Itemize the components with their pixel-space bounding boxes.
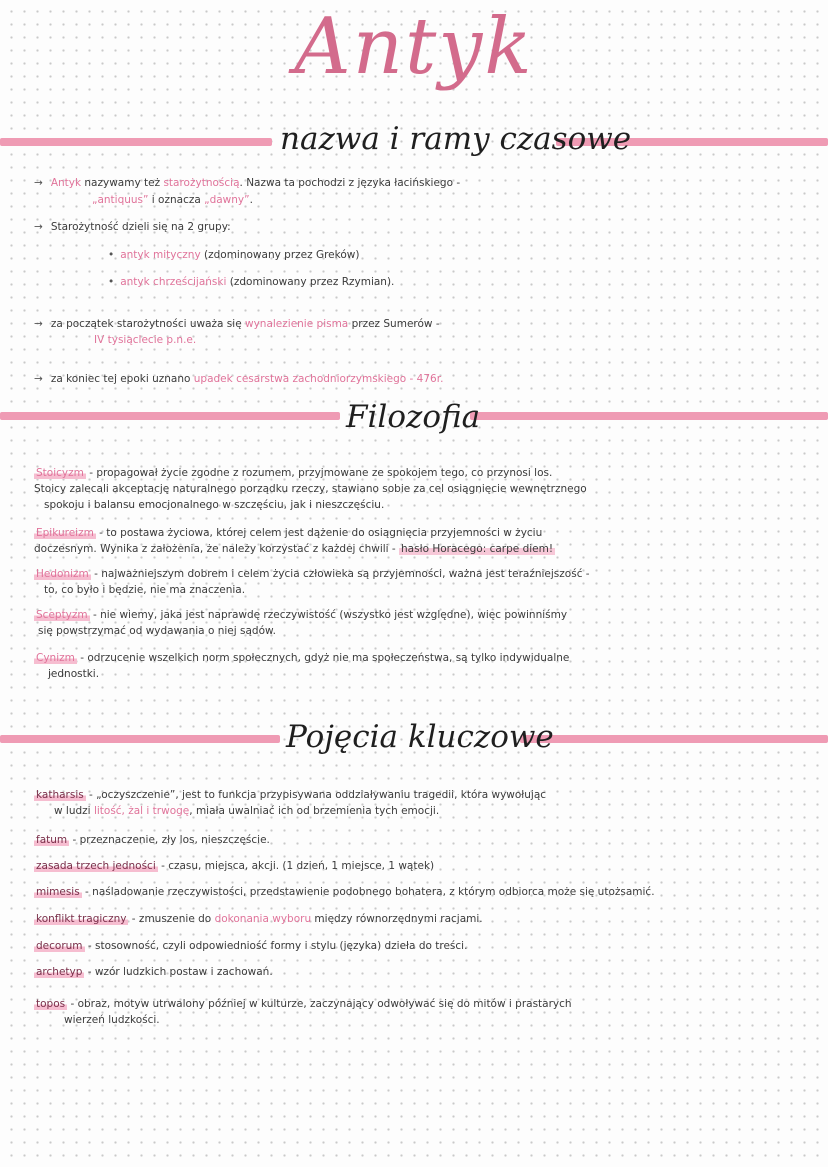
text: - naśladowanie rzeczywistości, przedstawienie podobnego bohatera, z którym odbiorca może się utożsamić. — [81, 886, 655, 898]
pojecia-decorum — [34, 940, 467, 953]
section-heading-pojecia: Pojęcia kluczowe — [286, 719, 554, 755]
term-litosc-zal-trwoga: litość, żal i trwogę — [93, 805, 190, 817]
section-heading-nazwa: nazwa i ramy czasowe — [280, 121, 632, 157]
highlight-carpe-diem: hasło Horacego: carpe diem! — [401, 543, 554, 555]
term-starozytnosc: starożytnością — [163, 177, 240, 189]
pojecia-katharsis-1 — [34, 789, 546, 802]
term-upadek-cesarstwa: upadek cesarstwa zachodniorzymskiego - 476r. — [193, 373, 444, 385]
term-wynalezienie-pisma: wynalezienie pisma — [245, 318, 349, 330]
term-katharsis: katharsis — [36, 789, 84, 801]
text: - nie wiemy, jaka jest naprawdę rzeczywistość (wszystko jest względne), więc powinniśmy — [89, 609, 568, 621]
section-band-right — [470, 412, 828, 420]
bullet-icon: • — [108, 276, 115, 288]
arrow-right-icon: → — [34, 221, 43, 233]
filozofia-sceptyzm-1 — [34, 609, 567, 622]
text: - czasu, miejsca, akcji. (1 dzień, 1 miejsce, 1 wątek) — [157, 860, 435, 872]
text: - zmuszenie do — [128, 913, 215, 925]
section-band-left — [0, 412, 340, 420]
term-decorum: decorum — [36, 940, 83, 952]
page-title: Antyk — [294, 2, 534, 92]
term-konflikt-tragiczny: konflikt tragiczny — [36, 913, 127, 925]
text: - „oczyszczenie”, jest to funkcja przypisywana oddziaływaniu tragedii, która wywołując — [85, 789, 547, 801]
text: doczesnym. Wynika z założenia, że należy korzystać z każdej chwili - — [34, 543, 400, 555]
arrow-right-icon: → — [34, 177, 43, 189]
filozofia-epikureizm-1 — [34, 527, 542, 540]
text: - obraz, motyw utrwalony później w kulturze, zaczynający odwoływać się do mitów i prastarych — [67, 998, 572, 1010]
text: . — [249, 194, 253, 206]
term-zasada-trzech-jednosci: zasada trzech jedności — [36, 860, 156, 872]
term-fatum: fatum — [36, 834, 68, 846]
pojecia-konflikt — [34, 913, 483, 926]
text: - odrzucenie wszelkich norm społecznych, gdyż nie ma społeczeństwa, są tylko indywidualne — [76, 652, 570, 664]
pojecia-topos-1 — [34, 998, 572, 1011]
term-antiquus: „antiquus” — [92, 194, 149, 206]
text: , miała uwalniać ich od brzemienia tych emocji. — [189, 805, 440, 817]
pojecia-topos-2: wierzeń ludzkości. — [64, 1014, 160, 1026]
text: - stosowność, czyli odpowiedniość formy i stylu (języka) dzieła do treści. — [84, 940, 468, 952]
term-epikureizm: Epikureizm — [36, 527, 94, 539]
term-hedonizm: Hedonizm — [36, 568, 89, 580]
filozofia-stoicyzm-1 — [34, 467, 552, 480]
filozofia-stoicyzm-2: Stoicy zalecali akceptację naturalnego porządku rzeczy, stawiano sobie za cel osiągnięcie wewnętrznego — [34, 483, 587, 495]
text: - wzór ludzkich postaw i zachowań. — [84, 966, 273, 978]
term-antyk-chrzescijanski: antyk chrześcijański — [120, 276, 227, 288]
nazwa-line-2 — [92, 194, 253, 207]
term-mimesis: mimesis — [36, 886, 80, 898]
arrow-right-icon: → — [34, 318, 43, 330]
filozofia-cynizm-2: jednostki. — [48, 668, 100, 680]
term-topos: topos — [36, 998, 66, 1010]
nazwa-bullet-1 — [108, 249, 359, 262]
nazwa-line-5: IV tysiąclecie p.n.e. — [94, 334, 197, 346]
section-band-left — [0, 138, 272, 146]
bullet-icon: • — [108, 249, 115, 261]
filozofia-epikureizm-2 — [34, 543, 555, 556]
term-sceptyzm: Sceptyzm — [36, 609, 88, 621]
section-band-right — [520, 735, 828, 743]
term-antyk-mityczny: antyk mityczny — [120, 249, 201, 261]
nazwa-line-1 — [34, 177, 460, 190]
text: nazywamy też — [81, 177, 164, 189]
section-band-left — [0, 735, 280, 743]
text: - to postawa życiowa, której celem jest dążenie do osiągnięcia przyjemności w życiu — [95, 527, 543, 539]
text: i oznacza — [148, 194, 205, 206]
term-stoicyzm: Stoicyzm — [36, 467, 84, 479]
text: (zdominowany przez Greków) — [200, 249, 360, 261]
pojecia-katharsis-2 — [54, 805, 439, 818]
nazwa-line-3 — [34, 221, 231, 234]
pojecia-zasada — [34, 860, 434, 873]
term-archetyp: archetyp — [36, 966, 83, 978]
pojecia-archetyp — [34, 966, 273, 979]
nazwa-bullet-2 — [108, 276, 394, 289]
nazwa-line-4 — [34, 318, 440, 331]
text: - propagował życie zgodne z rozumem, przyjmowane ze spokojem tego, co przynosi los. — [85, 467, 553, 479]
term-dokonania-wyboru: dokonania wyboru — [214, 913, 312, 925]
text: Starożytność dzieli się na 2 grupy: — [50, 221, 231, 233]
pojecia-fatum — [34, 834, 270, 847]
text: przez Sumerów - — [348, 318, 440, 330]
text: (zdominowany przez Rzymian). — [226, 276, 395, 288]
text: za początek starożytności uważa się — [50, 318, 245, 330]
pojecia-mimesis — [34, 886, 655, 899]
arrow-right-icon: → — [34, 373, 43, 385]
term-dawny: „dawny” — [204, 194, 250, 206]
text: - przeznaczenie, zły los, nieszczęście. — [69, 834, 270, 846]
section-heading-filozofia: Filozofia — [346, 399, 481, 435]
text: - najważniejszym dobrem i celem życia człowieka są przyjemności, ważna jest teraźniejszość - — [90, 568, 590, 580]
nazwa-line-6 — [34, 373, 443, 386]
text: . Nazwa ta pochodzi z języka łacińskiego - — [239, 177, 461, 189]
term-antyk: Antyk — [50, 177, 82, 189]
filozofia-hedonizm-2: to, co było i będzie, nie ma znaczenia. — [44, 584, 246, 596]
filozofia-sceptyzm-2: się powstrzymać od wydawania o niej sądów. — [38, 625, 276, 637]
text: w ludzi — [54, 805, 94, 817]
filozofia-hedonizm-1 — [34, 568, 590, 581]
term-cynizm: Cynizm — [36, 652, 75, 664]
text: między równorzędnymi racjami. — [311, 913, 483, 925]
filozofia-stoicyzm-3: spokoju i balansu emocjonalnego w szczęściu, jak i nieszczęściu. — [44, 499, 385, 511]
text: za koniec tej epoki uznano — [50, 373, 194, 385]
filozofia-cynizm-1 — [34, 652, 569, 665]
